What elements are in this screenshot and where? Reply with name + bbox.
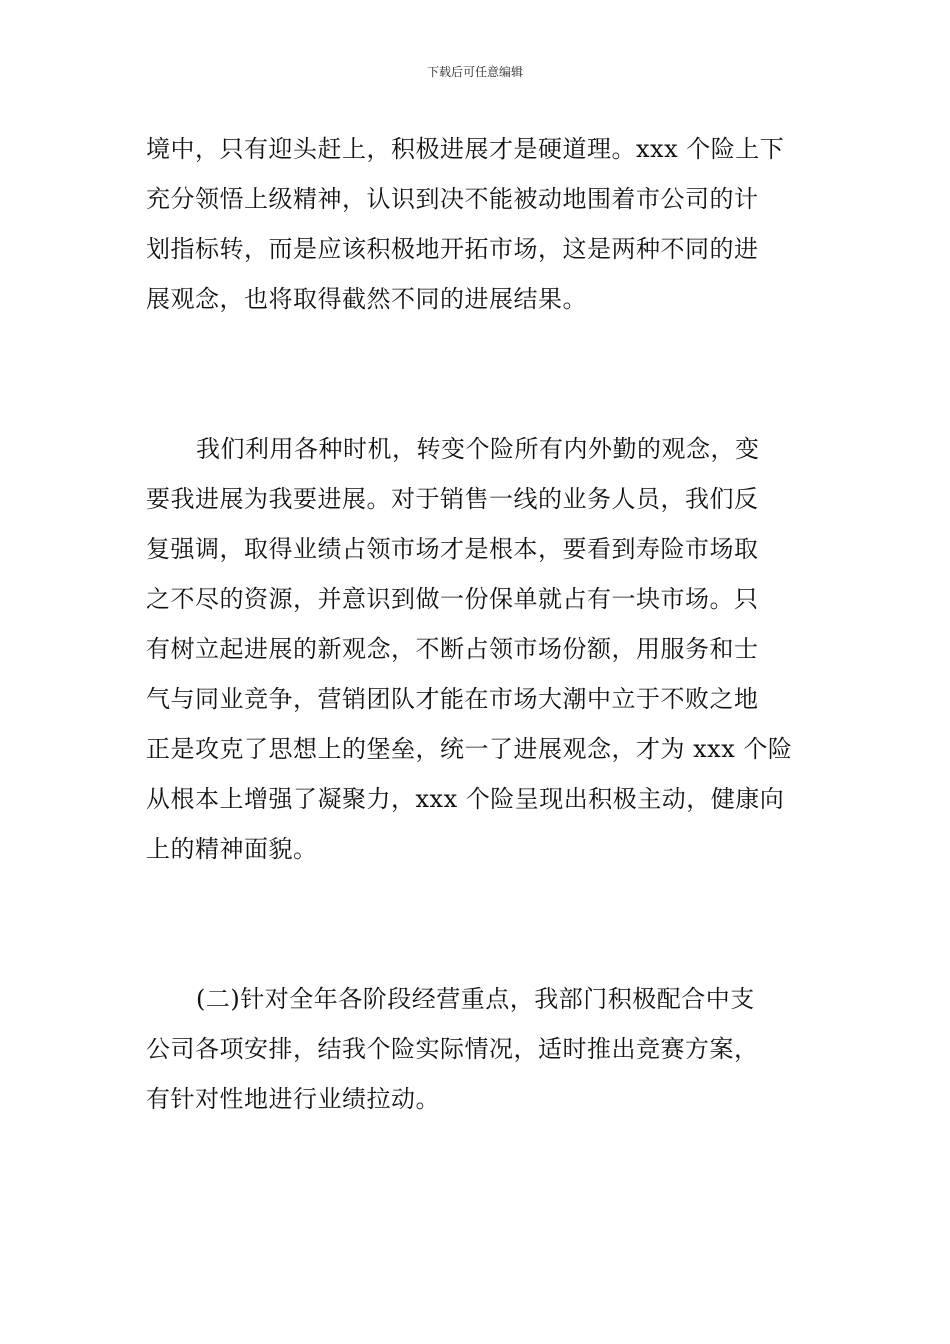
page-header: 下载后可任意编辑 [426, 65, 523, 79]
paragraph-line: 展观念，也将取得截然不同的进展结果。 [146, 285, 587, 313]
paragraph-2 [146, 424, 810, 874]
paragraph-line: 公司各项安排，结我个险实际情况，适时推出竞赛方案， [146, 1035, 759, 1063]
paragraph-line: 要我进展为我要进展。对于销售一线的业务人员，我们反 [146, 485, 759, 513]
paragraph-line: (二)针对全年各阶段经营重点，我部门积极配合中支 [196, 985, 755, 1013]
paragraph-3 [146, 974, 810, 1124]
paragraph-line: 我们利用各种时机，转变个险所有内外勤的观念，变 [196, 435, 760, 463]
paragraph-line: 复强调，取得业绩占领市场才是根本，要看到寿险市场取 [146, 535, 759, 563]
paragraph-line: 充分领悟上级精神，认识到决不能被动地围着市公司的计 [146, 185, 759, 213]
paragraph-line: 有针对性地进行业绩拉动。 [146, 1085, 440, 1113]
paragraph-line: 从根本上增强了凝聚力，xxx 个险呈现出积极主动，健康向 [146, 785, 785, 813]
paragraph-line: 正是攻克了思想上的堡垒，统一了进展观念，才为 xxx 个险 [146, 735, 793, 763]
paragraph-line: 上的精神面貌。 [146, 835, 318, 863]
paragraph-line: 气与同业竞争，营销团队才能在市场大潮中立于不败之地 [146, 685, 759, 713]
paragraph-1 [146, 124, 810, 324]
paragraph-line: 境中，只有迎头赶上，积极进展才是硬道理。xxx 个险上下 [146, 135, 785, 163]
paragraph-line: 划指标转，而是应该积极地开拓市场，这是两种不同的进 [146, 235, 759, 263]
paragraph-line: 之不尽的资源，并意识到做一份保单就占有一块市场。只 [146, 585, 759, 613]
paragraph-line: 有树立起进展的新观念，不断占领市场份额，用服务和士 [146, 635, 759, 663]
